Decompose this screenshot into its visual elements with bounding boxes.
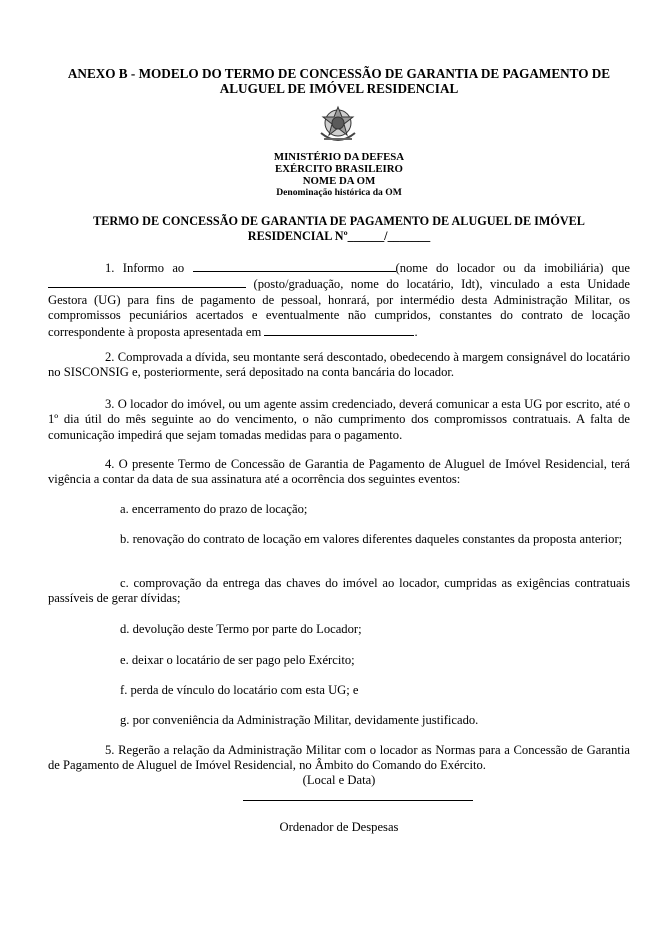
- local-and-date: (Local e Data): [302, 773, 376, 787]
- item-b: b. renovação do contrato de locação em valores diferentes daqueles constantes da proposta anterior;: [120, 532, 623, 546]
- organization-header: [48, 151, 630, 199]
- document-page: [48, 0, 630, 950]
- paragraph-2: 2. Comprovada a dívida, seu montante será descontado, obedecendo à margem consignável do locatário no SISCONSIG e, posteriormente, será depositado na conta bancária do locador.: [48, 350, 630, 380]
- item-c: c. comprovação da entrega das chaves do imóvel ao locador, cumpridas as exigências contratuais passíveis de gerar dívidas;: [48, 576, 630, 606]
- army-name: EXÉRCITO BRASILEIRO: [275, 163, 403, 175]
- annex-title-line-1: ANEXO B - MODELO DO TERMO DE CONCESSÃO DE GARANTIA DE PAGAMENTO DE: [67, 66, 611, 81]
- term-title-line-1: TERMO DE CONCESSÃO DE GARANTIA DE PAGAMENTO DE ALUGUEL DE IMÓVEL: [93, 214, 585, 228]
- historic-denomination: Denominação histórica da OM: [276, 187, 402, 198]
- paragraph-5: 5. Regerão a relação da Administração Militar com o locador as Normas para a Concessão de Garantia de Pagamento de Aluguel de Imóvel Residencial, no Âmbito do Comando do Exército.: [48, 743, 630, 773]
- item-f: f. perda de vínculo do locatário com esta UG; e: [120, 683, 359, 697]
- item-d: d. devolução deste Termo por parte do Locador;: [120, 622, 362, 636]
- item-e: e. deixar o locatário de ser pago pelo Exército;: [120, 653, 355, 667]
- paragraph-1-locador-label: (nome do locador ou da imobiliária) que: [395, 261, 630, 275]
- annex-title-line-2: ALUGUEL DE IMÓVEL RESIDENCIAL: [219, 81, 459, 96]
- annex-title: [48, 66, 630, 96]
- ministry-name: MINISTÉRIO DA DEFESA: [273, 151, 405, 163]
- paragraph-1: [48, 260, 630, 340]
- paragraph-1-end: .: [414, 324, 418, 339]
- paragraph-3: 3. O locador do imóvel, ou um agente assim credenciado, deverá comunicar a esta UG por escrito, até o 1º dia útil do mês seguinte ao do vencimento, o não cumprimento dos compromissos contratuais. A falta de comunicação impedirá que sejam tomadas medidas para o pagamento.: [48, 397, 630, 442]
- locador-blank: [193, 260, 396, 272]
- term-title-line-2: RESIDENCIAL Nº______/_______: [247, 229, 431, 243]
- signatory-title: Ordenador de Despesas: [279, 820, 399, 834]
- paragraph-4: 4. O presente Termo de Concessão de Garantia de Pagamento de Aluguel de Imóvel Residencial, terá vigência a contar da data de sua assinatura até a ocorrência dos seguintes eventos:: [48, 457, 630, 487]
- date-blank: [264, 324, 414, 336]
- coat-of-arms-icon: [315, 103, 361, 147]
- locatario-blank: [48, 276, 246, 288]
- item-g: g. por conveniência da Administração Militar, devidamente justificado.: [120, 713, 479, 727]
- signature-line: [243, 800, 473, 801]
- paragraph-1-body: (posto/graduação, nome do locatário, Idt), vinculado a esta Unidade Gestora (UG) para fins de pagamento de pessoal, honrará, por intermédio desta Administração Militar, os compromissos pecuniários acertados e eventualmente não cumpridos, constantes do contrato de locação correspondente à proposta apresentada em: [48, 277, 630, 339]
- item-a: a. encerramento do prazo de locação;: [120, 502, 308, 516]
- paragraph-1-start: 1. Informo ao: [105, 261, 193, 275]
- om-name: NOME DA OM: [302, 175, 376, 187]
- term-title: [48, 214, 630, 244]
